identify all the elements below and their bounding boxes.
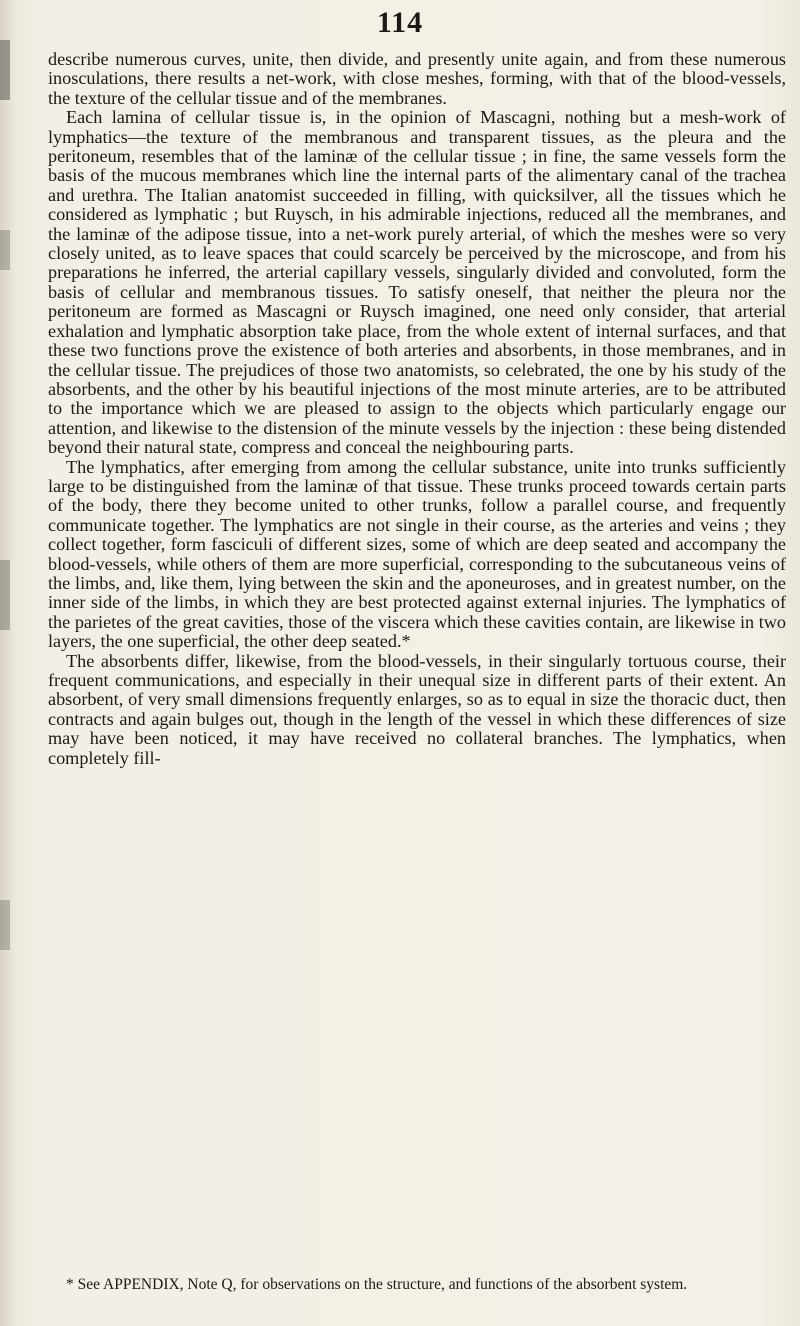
body-text [48,50,786,768]
binding-edge-shadow [0,900,10,950]
paragraph: The lymphatics, after emerging from among the cellular substance, unite into trunks sufficiently large to be distinguished from the laminæ of that tissue. These trunks proceed towards certain parts of the body, there they become united to other trunks, follow a parallel course, and frequently communicate together. The lymphatics are not single in their course, as the arteries and veins ; they collect together, form fasciculi of different sizes, some of which are deep seated and accompany the blood-vessels, while others of them are more superficial, corresponding to the subcutaneous veins of the limbs, and, like them, lying between the skin and the aponeuroses, and in greatest number, on the inner side of the limbs, in which they are best protected against external injuries. The lymphatics of the parietes of the great cavities, those of the viscera which these cavities contain, are likewise in two layers, the one superficial, the other deep seated.* [48,456,786,652]
paragraph: Each lamina of cellular tissue is, in the opinion of Mascagni, nothing but a mesh-work of lymphatics—the texture of the membranous and transparent tissues, as the pleura and the peritoneum, resembles that of the laminæ of the cellular tissue ; in fine, the same vessels form the basis of the mucous membranes which line the internal parts of the alimentary canal of the trachea and urethra. The Italian anatomist succeeded in filling, with quicksilver, all the tissues which he considered as lymphatic ; but Ruysch, in his admirable injections, reduced all the membranes, and the laminæ of the adipose tissue, into a net-work purely arterial, of which the meshes were so very closely united, as to leave spaces that could scarcely be perceived by the microscope, and from his preparations he inferred, the arterial capillary vessels, singularly divided and convoluted, form the basis of cellular and membranous tissues. To satisfy oneself, that neither the pleura nor the peritoneum are formed as Mascagni or Ruysch imagined, one need only consider, that arterial exhalation and lymphatic absorption take place, from the whole extent of internal surfaces, and that these two functions prove the existence of both arteries and absorbents, in those membranes, and in the cellular tissue. The prejudices of those two anatomists, so celebrated, the one by his study of the absorbents, and the other by his beautiful injections of the most minute arteries, are to be attributed to the importance which we are pleased to assign to the objects which particularly engage our attention, and likewise to the distension of the minute vessels by the injection : these being distended beyond their natural state, compress and conceal the neighbouring parts. [48,107,786,458]
footnote-text: * See APPENDIX, Note Q, for observations on the structure, and functions of the absorbent system. [66,1276,688,1293]
footnote [48,1276,786,1293]
paragraph: describe numerous curves, unite, then divide, and presently unite again, and from these numerous inosculations, there results a net-work, with close meshes, forming, with that of the blood-vessels, the texture of the cellular tissue and of the membranes. [48,49,786,108]
binding-edge-shadow [0,230,10,270]
binding-edge-shadow [0,560,10,630]
binding-edge-shadow [0,40,10,100]
paragraph: The absorbents differ, likewise, from the blood-vessels, in their singularly tortuous course, their frequent communications, and especially in their unequal size in different parts of their extent. An absorbent, of very small dimensions frequently enlarges, so as to equal in size the thoracic duct, then contracts and again bulges out, though in the length of the vessel in which these differences of size may have been noticed, it may have received no collateral branches. The lymphatics, when completely fill- [48,650,786,768]
page-number: 114 [376,6,424,39]
